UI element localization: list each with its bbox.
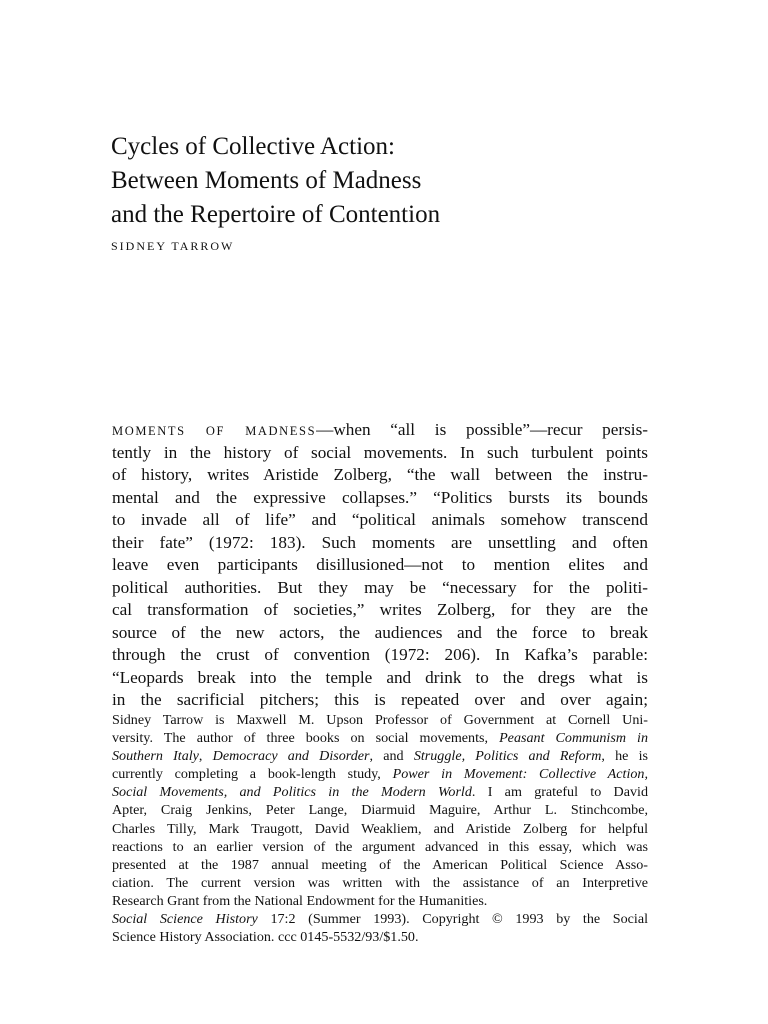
author-footnote	[112, 711, 648, 946]
footnote-line	[112, 783, 648, 801]
footnote-text: . I am grateful to David	[471, 784, 648, 801]
title-block	[111, 130, 671, 257]
footnote-line: presented at the 1987 annual meeting of the American Political Science Asso-	[112, 856, 648, 873]
footnote-line	[112, 729, 648, 747]
body-line-2: tently in the history of social movements. In such turbulent points	[112, 442, 648, 462]
body-line-8: political authorities. But they may be “necessary for the politi-	[112, 577, 648, 597]
book-title: Social Movements, and Politics in the Modern World	[112, 784, 472, 801]
book-title: Southern Italy	[112, 748, 199, 765]
body-line-1-text: —when “all is possible”—recur persis-	[316, 420, 648, 439]
footnote-line: Apter, Craig Jenkins, Peter Lange, Diarmuid Maguire, Arthur L. Stinchcombe,	[112, 802, 648, 819]
footnote-line: Research Grant from the National Endowment for the Humanities.	[112, 892, 488, 909]
book-title: Peasant Communism in	[499, 730, 649, 747]
body-line-10: source of the new actors, the audiences and the force to break	[112, 622, 648, 642]
footnote-line: Sidney Tarrow is Maxwell M. Upson Professor of Government at Cornell Uni-	[112, 712, 648, 728]
body-paragraph	[112, 419, 648, 712]
footnote-text: , he is	[601, 748, 649, 765]
citation-line: Science History Association. ccc 0145-5532/93/$1.50.	[112, 929, 419, 946]
footnote-line: ciation. The current version was written with the assistance of an Interpretive	[112, 874, 648, 891]
footnote-text: versity. The author of three books on social movements,	[112, 730, 500, 747]
citation-text: 17:2 (Summer 1993). Copyright © 1993 by the Social	[257, 911, 649, 928]
lead-in-smallcaps: MOMENTS OF MADNESS	[112, 424, 317, 438]
footnote-line: reactions to an earlier version of the argument advanced in this essay, which was	[112, 838, 648, 855]
book-title: Power in Movement: Collective Action,	[392, 766, 648, 783]
journal-title: Social Science History	[112, 911, 258, 928]
footnote-line	[112, 765, 648, 783]
footnote-line: Charles Tilly, Mark Traugott, David Weakliem, and Aristide Zolberg for helpful	[112, 820, 648, 837]
body-line-11: through the crust of convention (1972: 206). In Kafka’s parable:	[112, 645, 648, 664]
body-line-3: of history, writes Aristide Zolberg, “the wall between the instru-	[112, 465, 648, 484]
body-line-9: cal transformation of societies,” writes Zolberg, for they are the	[112, 600, 648, 619]
body-line-6: their fate” (1972: 183). Such moments are unsettling and often	[112, 532, 648, 552]
body-line-1	[112, 419, 648, 442]
footnote-text: currently completing a book-length study,	[112, 766, 393, 783]
footnote-text: ,	[198, 748, 213, 765]
footnote-line	[112, 747, 648, 765]
body-line-7: leave even participants disillusioned—not to mention elites and	[112, 555, 648, 574]
article-title-line-2: Between Moments of Madness	[111, 167, 422, 194]
book-title: Democracy and Disorder	[212, 748, 370, 765]
book-title: Struggle, Politics and Reform	[413, 748, 602, 765]
citation-line	[112, 910, 648, 928]
author-byline: SIDNEY TARROW	[111, 239, 235, 253]
body-line-12: “Leopards break into the temple and drink to the dregs what is	[112, 667, 648, 687]
article-title-line-1: Cycles of Collective Action:	[111, 133, 395, 160]
footnote-text: , and	[369, 748, 414, 765]
body-line-5: to invade all of life” and “political animals somehow transcend	[112, 510, 648, 529]
body-line-4: mental and the expressive collapses.” “Politics bursts its bounds	[112, 487, 648, 507]
body-line-13: in the sacrificial pitchers; this is repeated over and over again;	[112, 690, 648, 709]
article-title-line-3: and the Repertoire of Contention	[111, 201, 441, 228]
